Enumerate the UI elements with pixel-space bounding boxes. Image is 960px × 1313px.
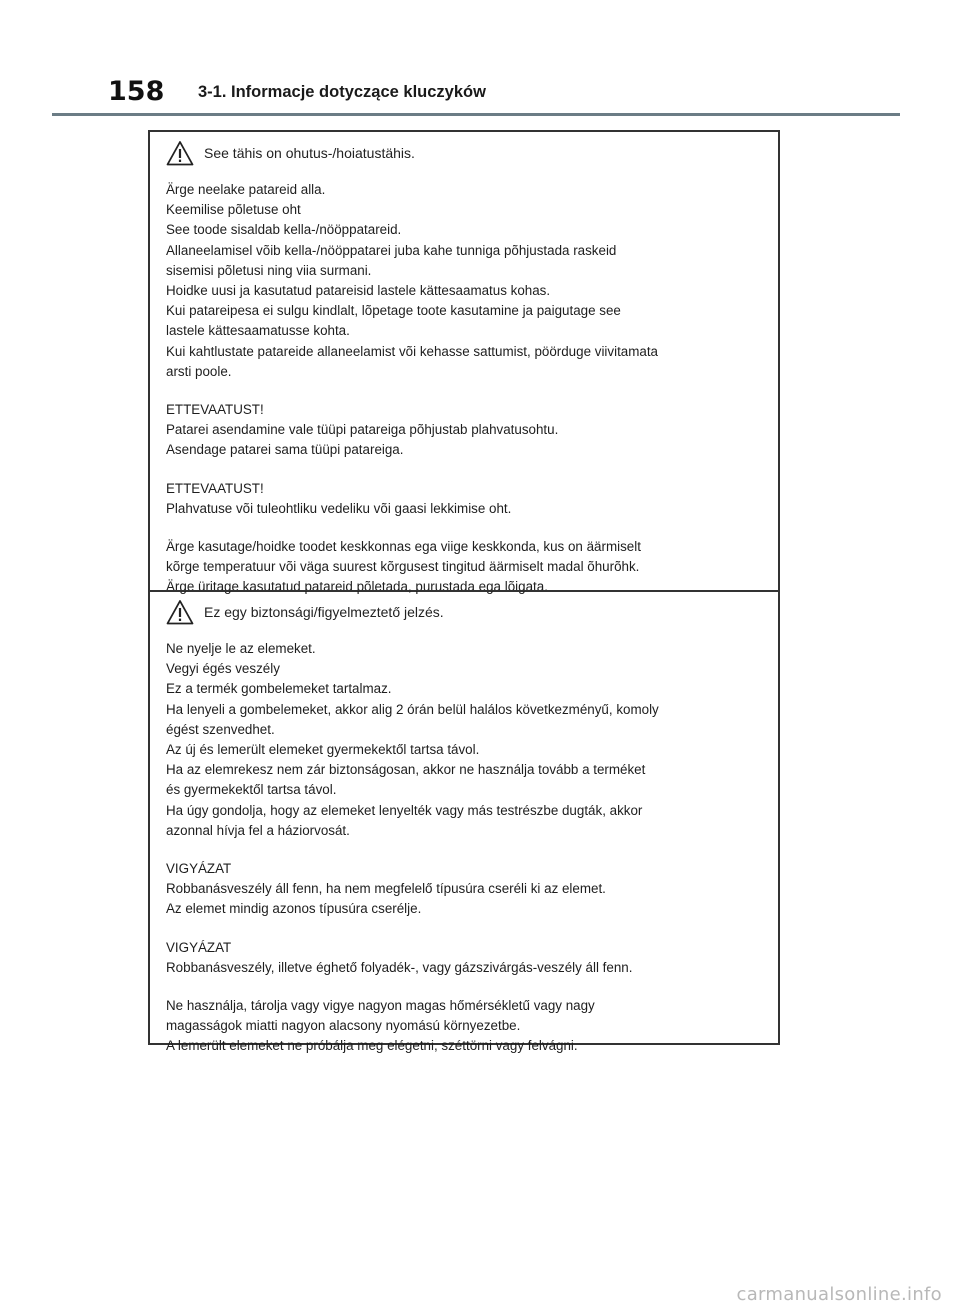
text-line: Ne használja, tárolja vagy vigye nagyon magas hőmérsékletű vagy nagy	[166, 998, 595, 1014]
hungarian-paragraphs	[166, 639, 764, 1057]
text-line: VIGYÁZAT	[166, 939, 232, 955]
page-number: 158	[108, 76, 165, 107]
text-line: ETTEVAATUST!	[166, 402, 264, 418]
paragraph	[166, 859, 764, 920]
warning-label: Ez egy biztonsági/figyelmeztető jelzés.	[204, 604, 444, 620]
text-line: Ha úgy gondolja, hogy az elemeket lenyelték vagy más testrészbe dugták, akkor	[166, 802, 643, 818]
text-line: ETTEVAATUST!	[166, 480, 264, 496]
hungarian-warning-header	[166, 597, 764, 627]
warning-label: See tähis on ohutus-/hoiatustähis.	[204, 145, 415, 161]
text-line: sisemisi põletusi ning viia surmani.	[166, 262, 372, 278]
paragraph	[166, 938, 764, 978]
text-line: Ärge neelake patareid alla.	[166, 182, 326, 197]
text-line: Az elemet mindig azonos típusúra cserélje.	[166, 901, 422, 917]
warning-triangle-icon	[166, 140, 194, 166]
paragraph	[166, 639, 764, 841]
text-line: kõrge temperatuur või väga suurest kõrgusest tingitud äärmiselt madal õhurõhk.	[166, 559, 640, 575]
text-line: A lemerült elemeket ne próbálja meg elégetni, széttörni vagy felvágni.	[166, 1038, 578, 1054]
text-line: Az új és lemerült elemeket gyermekektől tartsa távol.	[166, 742, 480, 758]
text-line: Ärge üritage kasutatud patareid põletada, purustada ega lõigata.	[166, 579, 548, 595]
text-line: és gyermekektől tartsa távol.	[166, 782, 337, 798]
text-line: Ne nyelje le az elemeket.	[166, 641, 316, 656]
text-line: See toode sisaldab kella-/nööppatareid.	[166, 222, 402, 238]
paragraph	[166, 996, 764, 1057]
footer-watermark: carmanualsonline.info	[736, 1284, 942, 1305]
text-line: Vegyi égés veszély	[166, 661, 280, 677]
hungarian-warning-box	[148, 590, 780, 1054]
text-line: arsti poole.	[166, 363, 232, 379]
paragraph	[166, 400, 764, 461]
text-line: Robbanásveszély áll fenn, ha nem megfelelő típusúra cseréli ki az elemet.	[166, 881, 606, 897]
paragraph	[166, 180, 764, 382]
text-line: Ha lenyeli a gombelemeket, akkor alig 2 órán belül halálos következményű, komoly	[166, 701, 659, 717]
text-line: magasságok miatti nagyon alacsony nyomású környezetbe.	[166, 1018, 521, 1034]
text-line: azonnal hívja fel a háziorvosát.	[166, 822, 350, 838]
text-line: égést szenvedhet.	[166, 721, 275, 737]
text-line: Ha az elemrekesz nem zár biztonságosan, akkor ne használja tovább a terméket	[166, 762, 646, 778]
page-header	[0, 0, 960, 118]
header-divider	[52, 113, 900, 116]
text-line: Robbanásveszély, illetve éghető folyadék-, vagy gázszivárgás-veszély áll fenn.	[166, 959, 633, 975]
estonian-paragraphs	[166, 180, 764, 598]
text-line: Keemilise põletuse oht	[166, 202, 301, 218]
paragraph	[166, 537, 764, 598]
paragraph	[166, 479, 764, 519]
text-line: Ez a termék gombelemeket tartalmaz.	[166, 681, 392, 697]
text-line: Kui kahtlustate patareide allaneelamist või kehasse sattumist, pöörduge viivitamata	[166, 343, 659, 359]
estonian-warning-box	[148, 130, 780, 595]
text-line: Patarei asendamine vale tüüpi patareiga põhjustab plahvatusohtu.	[166, 422, 559, 438]
text-line: Allaneelamisel võib kella-/nööppatarei juba kahe tunniga põhjustada raskeid	[166, 242, 617, 258]
text-line: Plahvatuse või tuleohtliku vedeliku või gaasi lekkimise oht.	[166, 500, 512, 516]
text-line: VIGYÁZAT	[166, 861, 232, 877]
text-line: Hoidke uusi ja kasutatud patareisid lastele kättesaamatus kohas.	[166, 283, 551, 299]
text-line: Kui patareipesa ei sulgu kindlalt, lõpetage toote kasutamine ja paigutage see	[166, 303, 621, 319]
warning-triangle-icon	[166, 599, 194, 625]
estonian-warning-header	[166, 138, 764, 168]
chapter-title: 3-1. Informacje dotyczące kluczyków	[198, 83, 486, 101]
text-line: lastele kättesaamatusse kohta.	[166, 323, 350, 339]
text-line: Ärge kasutage/hoidke toodet keskkonnas ega viige keskkonda, kus on äärmiselt	[166, 539, 641, 555]
text-line: Asendage patarei sama tüüpi patareiga.	[166, 442, 404, 458]
